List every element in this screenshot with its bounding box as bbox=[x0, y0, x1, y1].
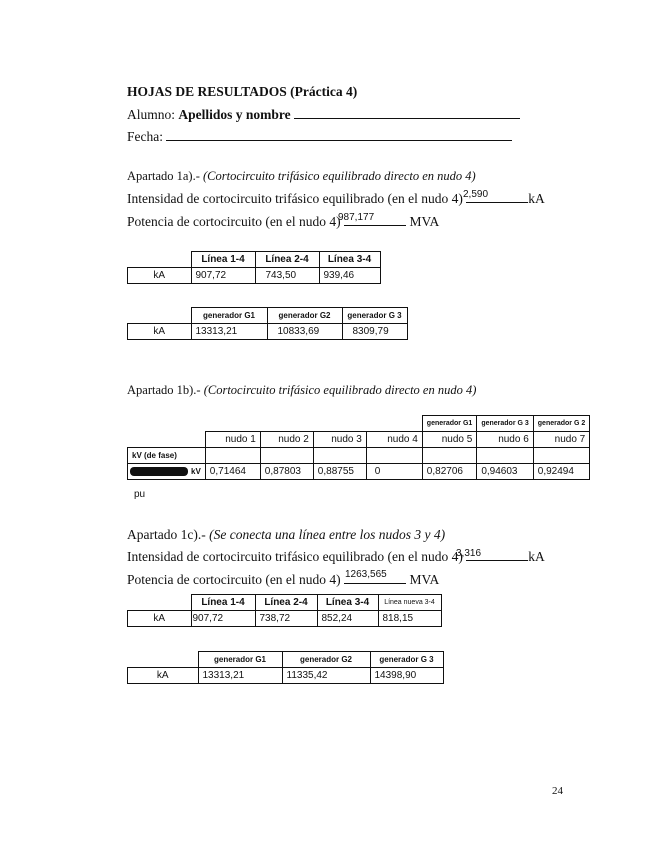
alumno-blank bbox=[294, 118, 520, 119]
alumno-line bbox=[127, 107, 520, 123]
row-label: kA bbox=[128, 668, 199, 684]
table-cell: 939,46 bbox=[319, 268, 380, 284]
table-header: generador G2 bbox=[282, 652, 370, 668]
a1-potencia-blank bbox=[344, 225, 406, 226]
table-cell: 0 bbox=[366, 464, 422, 480]
a1-potencia-unit: MVA bbox=[409, 214, 440, 229]
c1-potencia-blank bbox=[344, 583, 406, 584]
c1-intensidad-blank bbox=[466, 560, 528, 561]
table-header: Línea 2-4 bbox=[255, 252, 319, 268]
document-title: HOJAS DE RESULTADOS (Práctica 4) bbox=[127, 84, 358, 99]
fecha-blank bbox=[166, 140, 512, 141]
section-1b-desc: (Cortocircuito trifásico equilibrado directo en nudo 4) bbox=[203, 383, 477, 397]
row-label: kA bbox=[128, 611, 192, 627]
section-1a-desc: (Cortocircuito trifásico equilibrado directo en nudo 4) bbox=[203, 169, 476, 183]
a1-gen-table bbox=[127, 307, 408, 340]
table-header: generador G1 bbox=[198, 652, 282, 668]
table-cell: 0,87803 bbox=[260, 464, 313, 480]
table-cell: 11335,42 bbox=[282, 668, 370, 684]
section-1a-title bbox=[127, 169, 476, 184]
node-header: nudo 7 bbox=[533, 432, 589, 448]
table-cell: 907,72 bbox=[191, 611, 255, 627]
fecha-line bbox=[127, 129, 512, 145]
table-header: generador G 3 bbox=[370, 652, 443, 668]
a1-intensidad-unit: kA bbox=[528, 191, 545, 206]
table-header: Línea 1-4 bbox=[191, 595, 255, 611]
a1-intensidad-label: Intensidad de cortocircuito trifásico equilibrado (en el nudo 4) bbox=[127, 191, 463, 206]
row-label-kv-linea bbox=[128, 464, 206, 480]
node-header: nudo 3 bbox=[313, 432, 366, 448]
table-cell: 13313,21 bbox=[198, 668, 282, 684]
scribble-mark bbox=[130, 467, 188, 476]
table-header: generador G1 bbox=[191, 308, 267, 324]
c1-intensidad-line bbox=[127, 549, 545, 565]
table-cell: 8309,79 bbox=[342, 324, 407, 340]
table-cell: 738,72 bbox=[255, 611, 317, 627]
c1-potencia-unit: MVA bbox=[409, 572, 440, 587]
table-header: generador G 3 bbox=[477, 416, 533, 432]
row-label: kA bbox=[128, 324, 192, 340]
row-label: kA bbox=[128, 268, 192, 284]
row-label-kv-text: kV bbox=[191, 466, 201, 476]
node-header: nudo 2 bbox=[260, 432, 313, 448]
row-label-kv-fase: kV (de fase) bbox=[128, 448, 206, 464]
node-header: nudo 1 bbox=[205, 432, 260, 448]
section-1b-prefix: Apartado 1b).- bbox=[127, 383, 204, 397]
table-header: Línea 3-4 bbox=[317, 595, 378, 611]
table-cell: 0,94603 bbox=[477, 464, 533, 480]
alumno-label: Alumno: bbox=[127, 107, 179, 122]
table-header: Línea 2-4 bbox=[255, 595, 317, 611]
node-header: nudo 4 bbox=[366, 432, 422, 448]
c1-potencia-line bbox=[127, 572, 439, 588]
table-header: Línea nueva 3-4 bbox=[378, 595, 441, 611]
section-1c-prefix: Apartado 1c).- bbox=[127, 527, 210, 542]
table-cell: 14398,90 bbox=[370, 668, 443, 684]
section-1b-title bbox=[127, 383, 476, 398]
table-cell: 743,50 bbox=[255, 268, 319, 284]
a1-potencia-line bbox=[127, 214, 439, 230]
table-cell: 10833,69 bbox=[267, 324, 342, 340]
alumno-value: Apellidos y nombre bbox=[178, 107, 291, 122]
table-cell: 0,88755 bbox=[313, 464, 366, 480]
a1-intensidad-blank bbox=[466, 202, 528, 203]
node-header: nudo 6 bbox=[477, 432, 533, 448]
a1-potencia-value: 987,177 bbox=[338, 212, 375, 223]
c1-potencia-label: Potencia de cortocircuito (en el nudo 4) bbox=[127, 572, 341, 587]
a1-intensidad-value: 2,590 bbox=[463, 189, 489, 200]
table-cell: 818,15 bbox=[378, 611, 441, 627]
c1-intensidad-value: 3,316 bbox=[456, 548, 482, 559]
c1-potencia-value: 1263,565 bbox=[345, 569, 387, 580]
table-header: generador G 3 bbox=[342, 308, 407, 324]
table-cell: 0,82706 bbox=[422, 464, 477, 480]
a1-potencia-label: Potencia de cortocircuito (en el nudo 4) bbox=[127, 214, 341, 229]
table-cell: 0,71464 bbox=[205, 464, 260, 480]
c1-intensidad-label: Intensidad de cortocircuito trifásico equilibrado (en el nudo 4) bbox=[127, 549, 463, 564]
table-header: generador G1 bbox=[422, 416, 477, 432]
table-cell: 13313,21 bbox=[191, 324, 267, 340]
pu-note: pu bbox=[134, 489, 146, 500]
section-1c-desc: (Se conecta una línea entre los nudos 3 y 4) bbox=[209, 527, 446, 542]
table-cell: 0,92494 bbox=[533, 464, 589, 480]
node-header: nudo 5 bbox=[422, 432, 477, 448]
table-cell: 852,24 bbox=[317, 611, 378, 627]
c1-gen-table bbox=[127, 651, 444, 684]
table-cell: 907,72 bbox=[191, 268, 255, 284]
b1-nodes-table bbox=[127, 415, 590, 480]
table-header: Línea 3-4 bbox=[319, 252, 380, 268]
table-header: Línea 1-4 bbox=[191, 252, 255, 268]
section-1c-title bbox=[127, 527, 445, 543]
table-header: generador G2 bbox=[267, 308, 342, 324]
fecha-label: Fecha: bbox=[127, 129, 163, 144]
section-1a-prefix: Apartado 1a).- bbox=[127, 169, 204, 183]
page-number: 24 bbox=[552, 785, 563, 797]
c1-lines-table bbox=[127, 594, 442, 627]
c1-intensidad-unit: kA bbox=[528, 549, 545, 564]
table-header: generador G 2 bbox=[533, 416, 589, 432]
a1-lines-table bbox=[127, 251, 381, 284]
